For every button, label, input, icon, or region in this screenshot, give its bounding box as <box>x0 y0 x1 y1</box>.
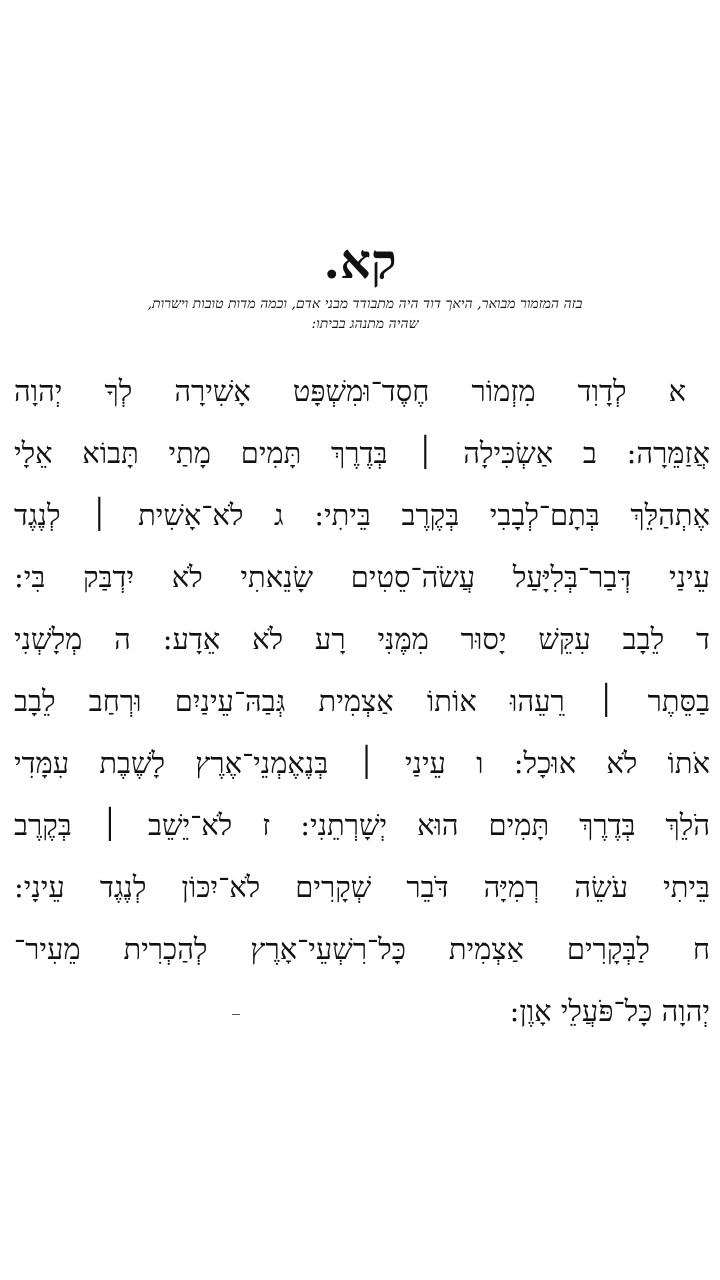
psalm-text <box>14 360 710 1042</box>
chapter-number: קא. <box>323 234 397 290</box>
verse-line: אֲזַמֵּרָה: ב אַשְׂכִּילָה ׀ בְּדֶרֶךְ תָּמִים מָתַי תָּבוֹא אֵלָי <box>14 436 710 470</box>
chapter-introduction <box>20 294 710 334</box>
verse-line: ד לֵבָב עִקֵּשׁ יָסוּר מִמֶּנִּי רָע לֹא אֵדָע: ה מְלָשְׁנִי <box>14 622 710 656</box>
verse-line: אֹתוֹ לֹא אוּכָל: ו עֵינַי ׀ בְּנֶאֶמְנֵי־אֶרֶץ לָשֶׁבֶת עִמָּדִי <box>14 746 710 780</box>
verse-line: יְהוָה כָּל־פֹּעֲלֵי אָוֶן: <box>509 994 710 1028</box>
intro-line: שהיה מתנהג בביתו: <box>311 316 419 332</box>
verse-line: בַסֵּתֶר ׀ רֵעֵהוּ אוֹתוֹ אַצְמִית גְּבַהּ־עֵינַיִם וּרְחַב לֵבָב <box>14 684 710 718</box>
intro-line: בזה המזמור מבואר, היאך דוד היה מתבודד מבני אדם, וכמה מדות טובות וישרות, <box>147 296 583 312</box>
scan-speck <box>232 1014 240 1015</box>
verse-line: ח לַבְּקָרִים אַצְמִית כָּל־רִשְׁעֵי־אָרֶץ לְהַכְרִית מֵעִיר־ <box>14 932 710 966</box>
verse-line: עֵינַי דְּבַר־בְּלִיָּעַל עֲשֹׂה־סֵטִים שָׂנֵאתִי לֹא יִדְבַּק בִּי: <box>14 560 710 594</box>
verse-line: בֵּיתִי עֹשֵׂה רְמִיָּה דֹּבֵר שְׁקָרִים לֹא־יִכּוֹן לְנֶגֶד עֵינָי: <box>14 870 710 904</box>
verse-line: אֶתְהַלֵּךְ בְּתָם־לְבָבִי בְּקֶרֶב בֵּיתִי: ג לֹא־אָשִׁית ׀ לְנֶגֶד <box>14 498 710 532</box>
verse-line: הֹלֵךְ בְּדֶרֶךְ תָּמִים הוּא יְשָׁרְתֵנִי: ז לֹא־יֵשֵׁב ׀ בְּקֶרֶב <box>14 808 710 842</box>
verse-line: א לְדָוִד מִזְמוֹר חֶסֶד־וּמִשְׁפָּט אָשִׁירָה לְךָ יְהוָה <box>14 374 686 408</box>
